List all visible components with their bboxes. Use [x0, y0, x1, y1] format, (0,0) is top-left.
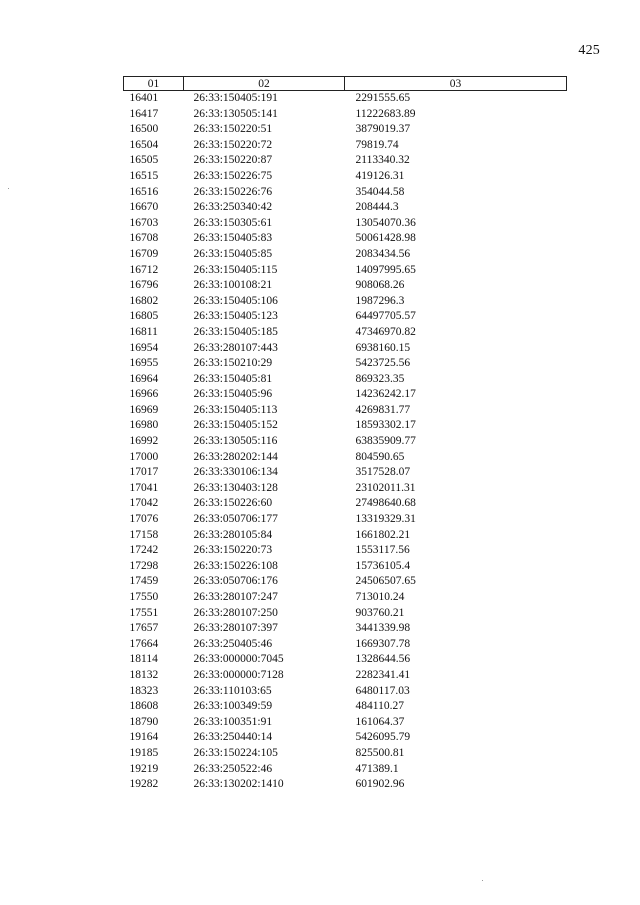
cell-03: 6480117.03	[355, 684, 410, 697]
cell-01: 17041	[129, 481, 159, 494]
cell-02: 26:33:150405:123	[193, 310, 278, 323]
table-row	[124, 309, 567, 325]
cell-03: 5423725.56	[355, 357, 411, 370]
cell-03: 47346970.82	[355, 325, 416, 338]
cell-03: 63835909.77	[355, 435, 416, 448]
table-row	[124, 263, 567, 279]
table-row	[124, 496, 567, 512]
cell-03: 208444.3	[355, 201, 399, 214]
cell-03: 11222683.89	[355, 107, 416, 120]
cell-01: 16980	[129, 419, 159, 432]
cell-01: 18114	[129, 653, 158, 666]
table-row	[124, 450, 567, 466]
cell-03: 1553117.56	[355, 544, 410, 557]
table-header	[124, 77, 567, 91]
cell-01: 17076	[129, 513, 159, 526]
cell-03: 27498640.68	[355, 497, 416, 510]
cell-01: 16500	[129, 123, 159, 136]
cell-03: 1669307.78	[355, 637, 411, 650]
table-row	[124, 325, 567, 341]
table-row	[124, 107, 567, 123]
cell-02: 26:33:000000:7128	[193, 668, 284, 681]
cell-02: 26:33:150405:191	[193, 92, 278, 104]
cell-01: 16802	[129, 294, 159, 307]
cell-02: 26:33:050706:177	[193, 513, 278, 526]
cell-03: 2291555.65	[355, 92, 411, 104]
table-row	[124, 294, 567, 310]
cell-02: 26:33:100351:91	[193, 715, 273, 728]
cell-02: 26:33:150210:29	[193, 357, 273, 370]
cell-02: 26:33:280107:397	[193, 622, 278, 635]
table-row	[124, 403, 567, 419]
cell-03: 804590.65	[355, 450, 405, 463]
cell-01: 18132	[129, 668, 159, 681]
cell-01: 18790	[129, 715, 159, 728]
cell-03: 161064.37	[355, 715, 405, 728]
cell-02: 26:33:150405:185	[193, 325, 278, 338]
cell-01: 16670	[129, 201, 159, 214]
table-row	[124, 278, 567, 294]
cell-03: 13054070.36	[355, 216, 416, 229]
cell-02: 26:33:150405:83	[193, 232, 273, 245]
table-row	[124, 730, 567, 746]
cell-02: 26:33:150405:152	[193, 419, 278, 432]
cell-02: 26:33:150405:113	[193, 403, 278, 416]
cell-03: 23102011.31	[355, 481, 416, 494]
cell-01: 17298	[129, 559, 159, 572]
cell-02: 26:33:330106:134	[193, 466, 278, 479]
cell-01: 16964	[129, 372, 159, 385]
table-row	[124, 637, 567, 653]
table-row	[124, 169, 567, 185]
scan-speck	[8, 188, 9, 189]
cell-02: 26:33:150226:108	[193, 559, 278, 572]
cell-01: 16954	[129, 341, 159, 354]
cell-01: 17042	[129, 497, 159, 510]
cell-02: 26:33:150405:85	[193, 247, 273, 260]
table-row	[124, 543, 567, 559]
header-row	[124, 77, 567, 91]
cell-01: 18608	[129, 700, 159, 713]
table-row	[124, 715, 567, 731]
column-header-03: 03	[345, 77, 567, 91]
cell-02: 26:33:150405:81	[193, 372, 273, 385]
cell-03: 64497705.57	[355, 310, 416, 323]
cell-02: 26:33:130505:141	[193, 107, 278, 120]
cell-01: 16955	[129, 357, 159, 370]
table-row	[124, 481, 567, 497]
table-row	[124, 216, 567, 232]
table-row	[124, 762, 567, 778]
cell-03: 14097995.65	[355, 263, 416, 276]
cell-01: 16712	[129, 263, 159, 276]
cell-01: 16516	[129, 185, 159, 198]
cell-01: 17664	[129, 637, 159, 650]
table-row	[124, 231, 567, 247]
cell-01: 16708	[129, 232, 159, 245]
cell-03: 50061428.98	[355, 232, 416, 245]
cell-02: 26:33:150226:75	[193, 169, 273, 182]
table-row	[124, 606, 567, 622]
table-body	[124, 91, 567, 793]
cell-03: 2113340.32	[355, 154, 410, 167]
table-row	[124, 91, 567, 107]
cell-02: 26:33:280105:84	[193, 528, 273, 541]
cell-01: 16504	[129, 138, 159, 151]
cell-02: 26:33:250440:14	[193, 731, 273, 744]
cell-01: 17657	[129, 622, 159, 635]
table-row	[124, 528, 567, 544]
cell-01: 17550	[129, 591, 159, 603]
cell-02: 26:33:280107:443	[193, 341, 278, 354]
table-row	[124, 574, 567, 590]
cell-01: 17017	[129, 466, 159, 479]
cell-01: 19164	[129, 731, 159, 744]
table-row	[124, 512, 567, 528]
cell-02: 26:33:130505:116	[193, 435, 278, 448]
column-header-02: 02	[184, 77, 345, 91]
cell-02: 26:33:150226:76	[193, 185, 273, 198]
cell-02: 26:33:000000:7045	[193, 653, 284, 666]
cell-02: 26:33:150224:105	[193, 746, 278, 759]
cell-03: 15736105.4	[355, 559, 411, 572]
cell-02: 26:33:100349:59	[193, 700, 273, 713]
table-row	[124, 153, 567, 169]
cell-02: 26:33:150305:61	[193, 216, 273, 229]
cell-03: 1661802.21	[355, 528, 411, 541]
cell-03: 2083434.56	[355, 247, 411, 260]
table-row	[124, 185, 567, 201]
cell-01: 16966	[129, 388, 159, 401]
cell-03: 24506507.65	[355, 575, 416, 588]
cell-03: 601902.96	[355, 778, 405, 791]
cell-02: 26:33:150226:60	[193, 497, 273, 510]
cell-02: 26:33:280107:247	[193, 591, 278, 603]
cell-02: 26:33:150220:73	[193, 544, 273, 557]
cell-01: 19282	[129, 778, 159, 791]
cell-03: 354044.58	[355, 185, 405, 198]
scan-speck	[482, 880, 483, 881]
cell-03: 903760.21	[355, 606, 405, 619]
cell-02: 26:33:280202:144	[193, 450, 278, 463]
cell-02: 26:33:150220:51	[193, 123, 273, 136]
cell-01: 17000	[129, 450, 159, 463]
cell-01: 17459	[129, 575, 159, 588]
table-row	[124, 652, 567, 668]
cell-02: 26:33:130202:1410	[193, 778, 284, 791]
cell-02: 26:33:250405:46	[193, 637, 273, 650]
cell-01: 16515	[129, 169, 159, 182]
cell-03: 484110.27	[355, 700, 404, 713]
cell-01: 18323	[129, 684, 159, 697]
cell-02: 26:33:150220:87	[193, 154, 273, 167]
cell-03: 713010.24	[355, 591, 405, 603]
cell-01: 17242	[129, 544, 159, 557]
cell-01: 16401	[129, 92, 159, 104]
cell-01: 16796	[129, 279, 159, 292]
cell-03: 3879019.37	[355, 123, 411, 136]
cell-02: 26:33:050706:176	[193, 575, 278, 588]
page-number: 425	[578, 43, 600, 58]
table-row	[124, 122, 567, 138]
cell-02: 26:33:130403:128	[193, 481, 278, 494]
cell-01: 17158	[129, 528, 159, 541]
cell-02: 26:33:250522:46	[193, 762, 273, 775]
table-row	[124, 777, 567, 793]
cell-01: 16969	[129, 403, 159, 416]
cell-03: 825500.81	[355, 746, 405, 759]
cell-03: 5426095.79	[355, 731, 411, 744]
cell-03: 419126.31	[355, 169, 405, 182]
cell-03: 6938160.15	[355, 341, 411, 354]
cell-03: 908068.26	[355, 279, 405, 292]
cell-02: 26:33:150220:72	[193, 138, 273, 151]
cell-02: 26:33:150405:106	[193, 294, 278, 307]
cell-01: 16703	[129, 216, 159, 229]
cell-02: 26:33:250340:42	[193, 201, 273, 214]
table-row	[124, 590, 567, 606]
cell-02: 26:33:280107:250	[193, 606, 278, 619]
cell-03: 4269831.77	[355, 403, 411, 416]
cell-02: 26:33:150405:115	[193, 263, 278, 276]
cell-01: 16505	[129, 154, 159, 167]
table-row	[124, 668, 567, 684]
cell-03: 3441339.98	[355, 622, 411, 635]
table-row	[124, 434, 567, 450]
table-row	[124, 138, 567, 154]
cell-01: 19185	[129, 746, 159, 759]
table-row	[124, 356, 567, 372]
table-row	[124, 684, 567, 700]
cell-03: 471389.1	[355, 762, 399, 775]
data-table	[123, 76, 567, 793]
cell-01: 16417	[129, 107, 159, 120]
cell-01: 16709	[129, 247, 159, 260]
table-row	[124, 247, 567, 263]
cell-03: 2282341.41	[355, 668, 411, 681]
table-row	[124, 621, 567, 637]
cell-01: 16805	[129, 310, 159, 323]
cell-03: 18593302.17	[355, 419, 416, 432]
column-header-01: 01	[124, 77, 184, 91]
cell-03: 13319329.31	[355, 513, 416, 526]
cell-03: 1328644.56	[355, 653, 411, 666]
table-row	[124, 341, 567, 357]
cell-01: 17551	[129, 606, 159, 619]
cell-01: 16992	[129, 435, 159, 448]
table-row	[124, 418, 567, 434]
table-row	[124, 559, 567, 575]
cell-01: 19219	[129, 762, 159, 775]
cell-03: 79819.74	[355, 138, 399, 151]
cell-02: 26:33:100108:21	[193, 279, 273, 292]
table-row	[124, 746, 567, 762]
cell-03: 3517528.07	[355, 466, 411, 479]
table-row	[124, 387, 567, 403]
cell-03: 1987296.3	[355, 294, 405, 307]
cell-03: 869323.35	[355, 372, 405, 385]
table-row	[124, 200, 567, 216]
table-row	[124, 372, 567, 388]
table-row	[124, 465, 567, 481]
cell-02: 26:33:150405:96	[193, 388, 273, 401]
cell-02: 26:33:110103:65	[193, 684, 272, 697]
cell-01: 16811	[129, 325, 158, 338]
cell-03: 14236242.17	[355, 388, 416, 401]
table-row	[124, 699, 567, 715]
